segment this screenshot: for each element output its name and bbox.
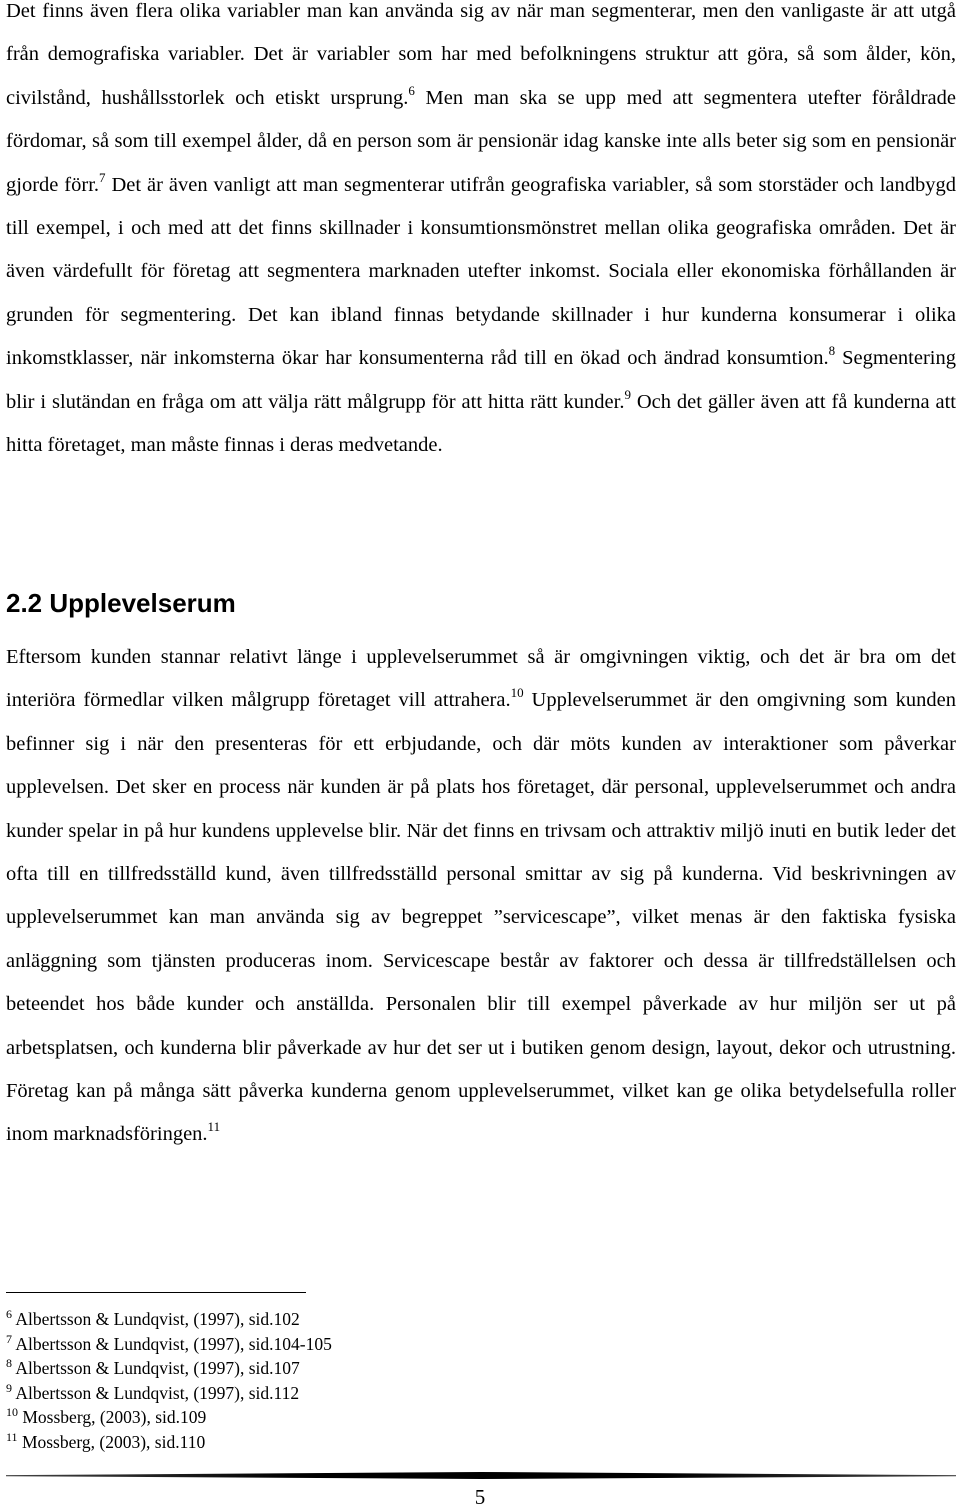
footnote-reference[interactable]: 8 — [828, 343, 836, 359]
footnote-item — [6, 1405, 332, 1430]
footnote-list — [6, 1307, 332, 1454]
footnote-separator — [6, 1292, 306, 1293]
footnote-reference[interactable]: 10 — [510, 685, 524, 701]
paragraph-text: Eftersom kunden stannar relativt länge i upplevelserummet så är omgivningen viktig, och det är bra om det interiöra förmedlar vilken målgrupp företaget vill attrahera. — [6, 646, 956, 712]
footer-rule — [6, 1472, 956, 1479]
footnote-number: 8 — [6, 1356, 12, 1370]
page-number: 5 — [474, 1485, 486, 1509]
footnote-text: Mossberg, (2003), sid.110 — [17, 1431, 206, 1452]
paragraph-text: Det är även vanligt att man segmenterar utifrån geografiska variabler, så som storstäder och landbygd till exempel, i och med att det finns skillnader i konsumtionsmönstret mellan olika geografiska områden. Det är även värdefullt för företag att segmentera marknaden utefter inkomst. Sociala eller ekonomiska förhållanden är grunden för segmentering. Det kan ibland finnas betydande skillnader i hur kunderna konsumerar i olika inkomstklasser, när inkomsterna ökar har konsumenterna råd till en ökad och ändrad konsumtion. — [6, 173, 956, 370]
paragraph-text: Segmentering blir i slutändan en fråga om att välja rätt målgrupp för att hitta rätt kunder. — [6, 347, 956, 413]
footnote-text: Albertsson & Lundqvist, (1997), sid.104-105 — [12, 1333, 332, 1354]
footnote-number: 9 — [6, 1380, 12, 1395]
paragraph-text: Men man ska se upp med att segmentera utefter föråldrade fördomar, så som till exempel ålder, då en person som är pensionär idag kanske inte alls beter sig som en pensionär gjorde förr. — [6, 86, 956, 196]
footnote-reference[interactable]: 9 — [624, 386, 631, 402]
footnote-item — [6, 1356, 332, 1381]
footnote-text: Albertsson & Lundqvist, (1997), sid.112 — [12, 1382, 300, 1403]
body-paragraph-segmentation — [6, 0, 956, 467]
footnote-item — [6, 1381, 332, 1406]
footnote-text: Mossberg, (2003), sid.109 — [18, 1407, 207, 1427]
footnote-text: Albertsson & Lundqvist, (1997), sid.107 — [12, 1358, 300, 1378]
footnote-item — [6, 1332, 332, 1357]
body-paragraph-upplevelserum — [6, 636, 956, 1157]
footnote-number: 10 — [6, 1405, 18, 1419]
footnote-number: 7 — [6, 1331, 12, 1346]
paragraph-text: Och det gäller även att få kunderna att hitta företaget, man måste finnas i deras medvetande. — [6, 390, 957, 457]
footnote-item — [6, 1307, 332, 1332]
footnote-item — [6, 1430, 332, 1455]
paragraph-text: Upplevelserummet är den omgivning som kunden befinner sig i när den presenteras för ett erbjudande, och där möts kunden av interaktioner som påverkar upplevelsen. Det sker en process när kunden är på plats hos företaget, där personal, upplevelserummet och andra kunder spelar in på hur kundens upplevelse blir. När det finns en trivsam och attraktiv miljö inuti en butik leder det ofta till en tillfredsställd kund, även tillfredsställd personal smittar av sig på kunderna. Vid beskrivningen av upplevelserummet kan man använda sig av begreppet ”servicescape”, vilket menas är den faktiska fysiska anläggning som tjänsten produceras inom. Servicescape består av faktorer och dessa är tillfredställelsen och beteendet hos både kunder och anställda. Personalen blir till exempel påverkade av hur miljön ser ut på arbetsplatsen, och kunderna blir påverkade av hur det ser ut i butiken genom design, layout, dekor och utrustning. Företag kan på många sätt påverka kunderna genom upplevelserummet, vilket kan ge olika betydelsefulla roller inom marknadsföringen. — [6, 689, 956, 1146]
footnote-number: 6 — [6, 1307, 12, 1321]
footnote-reference[interactable]: 11 — [207, 1119, 221, 1135]
footnote-text: Albertsson & Lundqvist, (1997), sid.102 — [12, 1309, 300, 1329]
footnote-reference[interactable]: 7 — [99, 169, 106, 185]
paragraph-text: Det finns även flera olika variabler man kan använda sig av när man segmenterar, men den vanligaste är att utgå från demografiska variabler. Det är variabler som har med befolkningens struktur att göra, så som ålder, kön, civilstånd, hushållsstorlek och etiskt ursprung. — [6, 0, 956, 109]
footnote-reference[interactable]: 6 — [408, 82, 415, 98]
footnote-number: 11 — [6, 1429, 18, 1444]
section-heading: 2.2 Upplevelserum — [6, 588, 236, 618]
